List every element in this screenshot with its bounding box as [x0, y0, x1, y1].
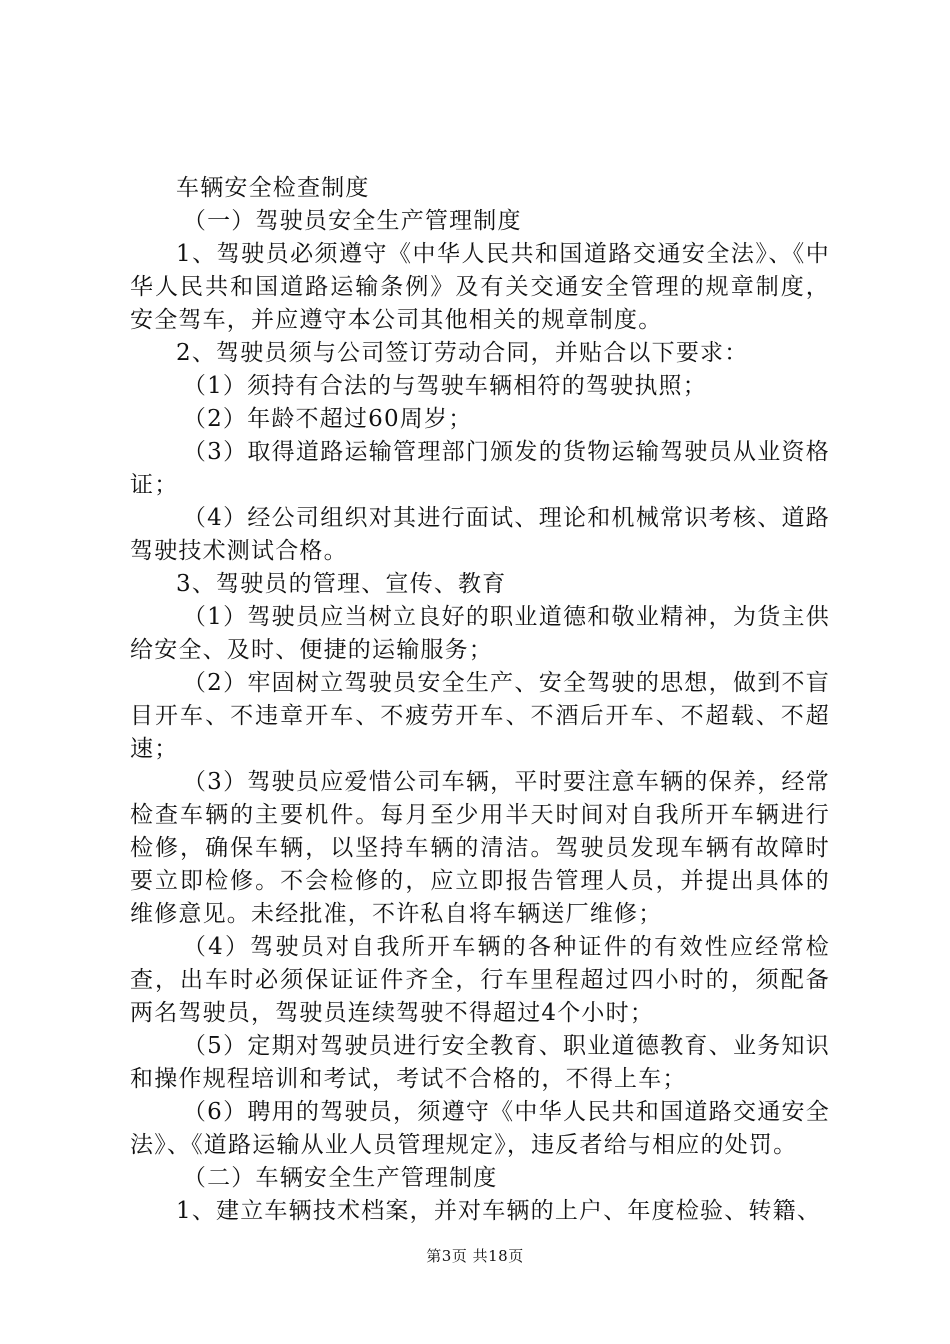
paragraph-sub-2-4: （4）经公司组织对其进行面试、理论和机械常识考核、道路驾驶技术测试合格。 — [130, 505, 830, 564]
section-heading-driver-management: （一）驾驶员安全生产管理制度 — [182, 208, 522, 234]
paragraph-sub-3-2: （2）牢固树立驾驶员安全生产、安全驾驶的思想，做到不盲目开车、不违章开车、不疲劳开车、不酒后开车、不超载、不超速； — [130, 670, 830, 762]
paragraph-item-1: 1、驾驶员必须遵守《中华人民共和国道路交通安全法》、《中华人民共和国道路运输条例》及有关交通安全管理的规章制度，安全驾车，并应遵守本公司其他相关的规章制度。 — [130, 241, 830, 333]
page-footer: 第3页 共18页 — [426, 1247, 524, 1265]
paragraph-item-3: 3、驾驶员的管理、宣传、教育 — [176, 571, 507, 597]
document-title: 车辆安全检查制度 — [176, 175, 370, 201]
paragraph-sub-3-3: （3）驾驶员应爱惜公司车辆，平时要注意车辆的保养，经常检查车辆的主要机件。每月至少用半天时间对自我所开车辆进行检修，确保车辆，以坚持车辆的清洁。驾驶员发现车辆有故障时要立即检修。不会检修的，应立即报告管理人员，并提出具体的维修意见。未经批准，不许私自将车辆送厂维修； — [130, 769, 830, 927]
paragraph-sub-2-1: （1）须持有合法的与驾驶车辆相符的驾驶执照； — [182, 373, 707, 399]
paragraph-sub-2-2: （2）年龄不超过60周岁； — [182, 406, 473, 432]
paragraph-item-vehicle-1: 1、建立车辆技术档案，并对车辆的上户、年度检验、转籍、 — [176, 1198, 822, 1224]
section-heading-vehicle-management: （二）车辆安全生产管理制度 — [182, 1165, 498, 1191]
paragraph-sub-3-4: （4）驾驶员对自我所开车辆的各种证件的有效性应经常检查，出车时必须保证证件齐全，行车里程超过四小时的，须配备两名驾驶员，驾驶员连续驾驶不得超过4个小时； — [130, 934, 830, 1026]
paragraph-sub-3-1: （1）驾驶员应当树立良好的职业道德和敬业精神，为货主供给安全、及时、便捷的运输服务； — [130, 604, 830, 663]
document-body — [130, 172, 830, 1228]
paragraph-sub-2-3: （3）取得道路运输管理部门颁发的货物运输驾驶员从业资格证； — [130, 439, 830, 498]
paragraph-item-2: 2、驾驶员须与公司签订劳动合同，并贴合以下要求： — [176, 340, 749, 366]
paragraph-sub-3-6: （6）聘用的驾驶员，须遵守《中华人民共和国道路交通安全法》、《道路运输从业人员管理规定》，违反者给与相应的处罚。 — [130, 1099, 830, 1158]
paragraph-sub-3-5: （5）定期对驾驶员进行安全教育、职业道德教育、业务知识和操作规程培训和考试，考试不合格的，不得上车； — [130, 1033, 830, 1092]
